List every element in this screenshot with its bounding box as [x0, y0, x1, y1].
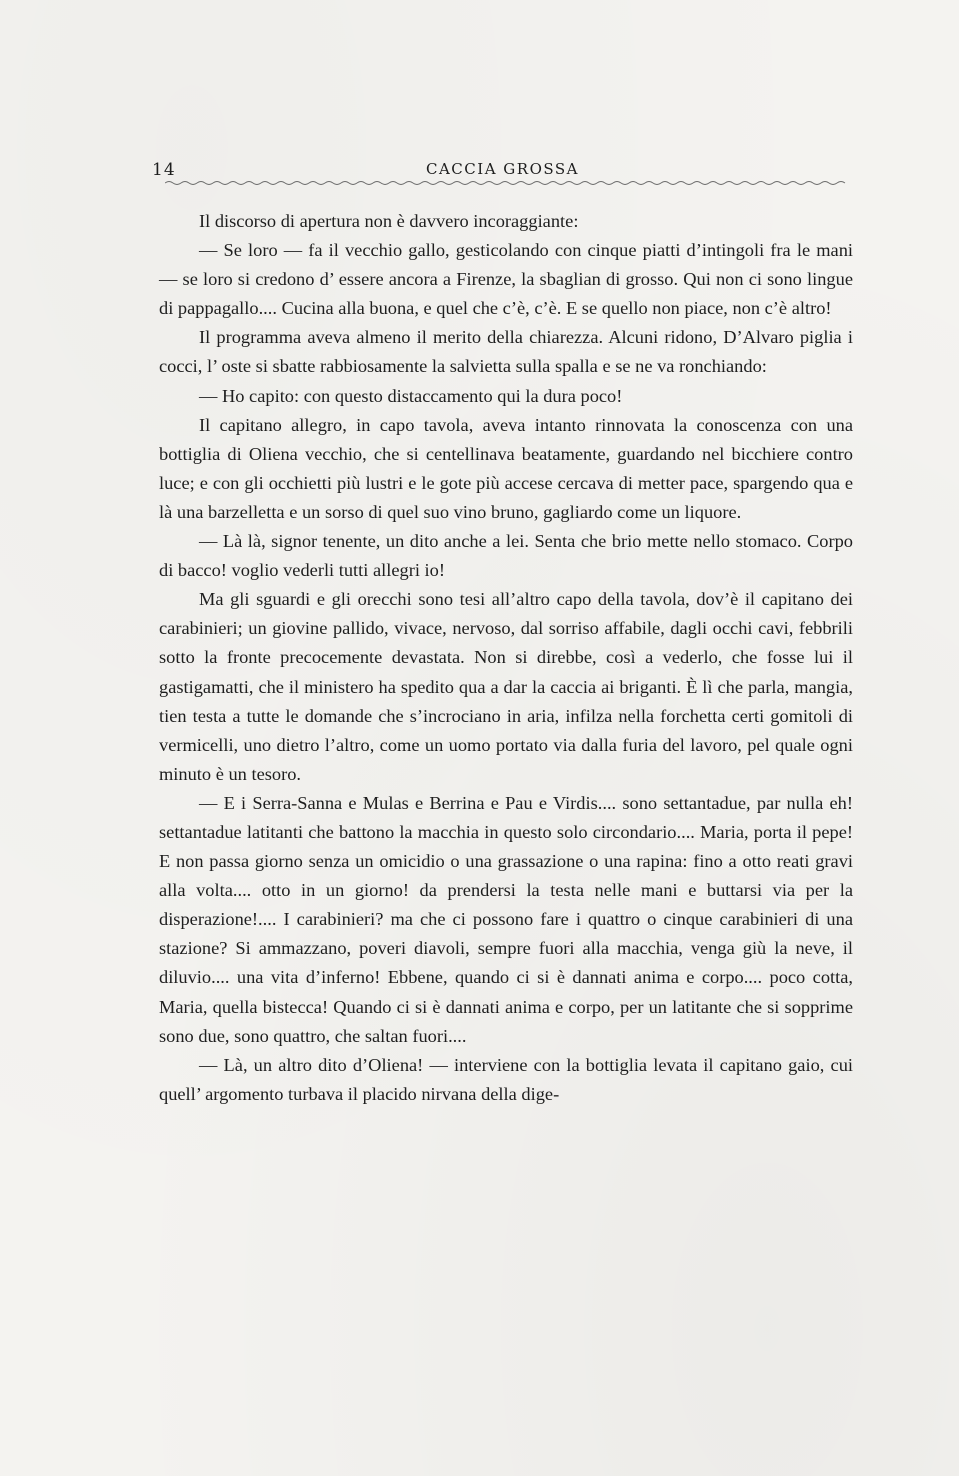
running-title: CACCIA GROSSA: [426, 160, 579, 178]
paragraph-1: Il discorso di apertura non è davvero incoraggiante:: [199, 211, 579, 231]
paragraph-7: Ma gli sguardi e gli orecchi sono tesi all’altro capo della tavola, dov’è il capitano dei carabinieri; un giovine pallido, vivace, nervoso, dal sorriso affabile, dagli occhi cavi, febbrili sotto la fronte precocemente devastata. Non si direbbe, così a vederlo, che fosse lui il gastigamatti, che il ministero ha spedito qua a dar la caccia ai briganti. È lì che parla, mangia, tien testa a tutte le domande che s’incrociano in aria, infilza nella forchetta certi gomitoli di vermicelli, uno dietro l’altro, come un uomo portato via dalla furia del lavoro, pel quale ogni minuto è un tesoro.: [159, 589, 853, 784]
paragraph-8: — E i Serra-Sanna e Mulas e Berrina e Pau e Virdis.... sono settantadue, par nulla eh! settantadue latitanti che battono la macchia in questo solo circondario.... Maria, porta il pepe! E non passa giorno senza un omicidio o una grassazione o una rapina: fino a otto reati gravi alla volta.... otto in un giorno! da prendersi la testa nelle mani e buttarsi via per la disperazione!.... I carabinieri? ma che ci possono fare i quattro o cinque carabinieri di una stazione? Si ammazzano, poveri diavoli, sempre fuori alla macchia, venga giù la neve, il diluvio.... una vita d’inferno! Ebbene, quando ci si è dannati anima e corpo.... poco cotta, Maria, quella bistecca! Quando ci si è dannati anima e corpo, per un latitante che si sopprime sono due, sono quattro, che saltan fuori....: [159, 792, 853, 1046]
paragraph-9: — Là, un altro dito d’Oliena! — interviene con la bottiglia levata il capitano gaio, cui quell’ argomento turbava il placido nirvana della dige-: [159, 1054, 853, 1104]
paragraph-6: — Là là, signor tenente, un dito anche a lei. Senta che brio mette nello stomaco. Corpo di bacco! voglio vederli tutti allegri io!: [159, 531, 853, 581]
header-rule: [165, 180, 850, 186]
paragraph-4: — Ho capito: con questo distaccamento qui la dura poco!: [199, 385, 623, 406]
paragraph-5: Il capitano allegro, in capo tavola, aveva intanto rinnovata la conoscenza con una bottiglia di Oliena vecchio, che si centellinava beatamente, guardando nel bicchiere contro luce; e con gli occhietti più lustri e le gote più accese cercava di metter pace, spargendo qua e là una barzelletta e un sorso di quel suo vino bruno, gagliardo come un liquore.: [159, 414, 853, 522]
body-text: [159, 207, 853, 1109]
page-number: 14: [152, 160, 176, 180]
paragraph-3: Il programma aveva almeno il merito della chiarezza. Alcuni ridono, D’Alvaro piglia i cocci, l’ oste si sbatte rabbiosamente la salvietta sulla spalla e se ne va ronchiando:: [159, 327, 853, 377]
paragraph-2: — Se loro — fa il vecchio gallo, gesticolando con cinque piatti d’intingoli fra le mani — se loro si credono d’ essere ancora a Firenze, la sbaglian di grosso. Qui non ci sono lingue di pappagallo.... Cucina alla buona, e quel che c’è, c’è. E se quello non piace, non c’è altro!: [159, 240, 853, 319]
